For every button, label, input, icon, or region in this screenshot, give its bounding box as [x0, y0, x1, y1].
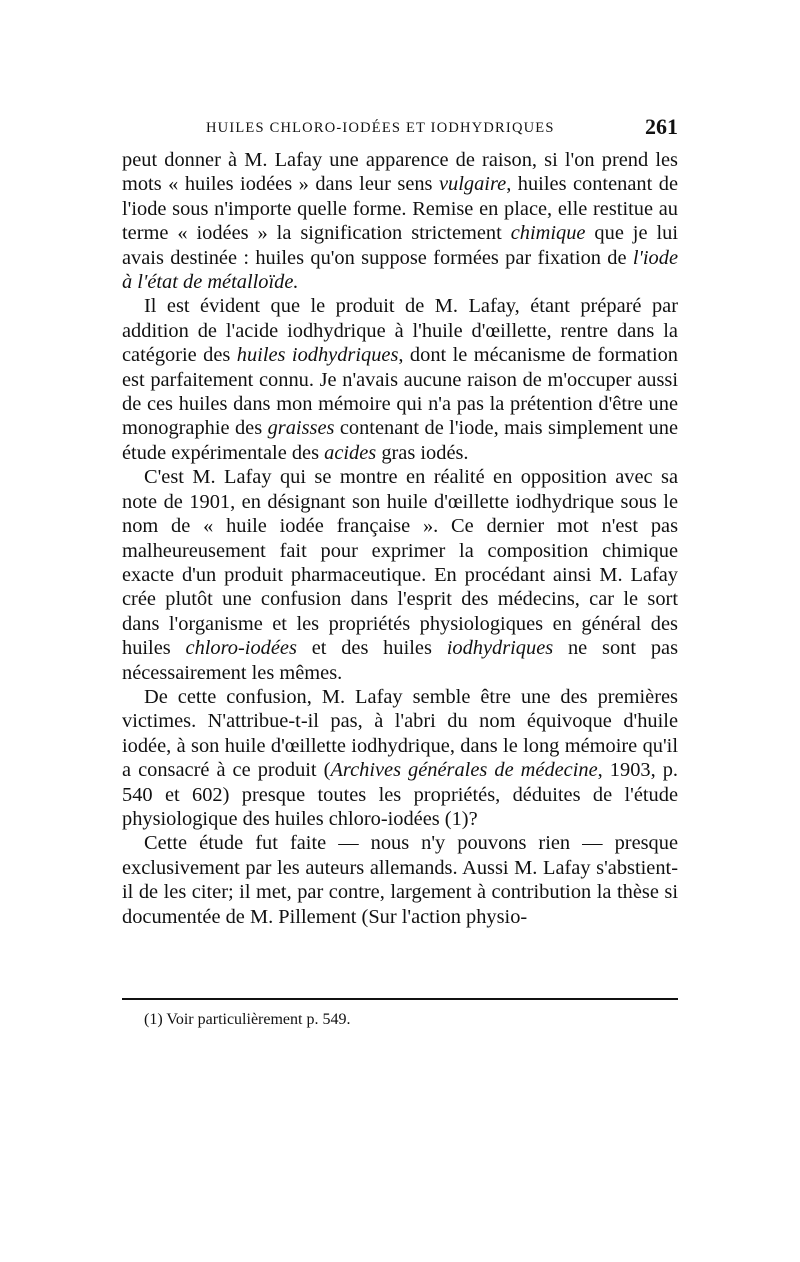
- paragraph-2-italic-1: huiles iodhydriques: [236, 344, 399, 367]
- paragraph-3-text-3: ne sont pas nécessairement les mêmes.: [122, 637, 679, 684]
- paragraph-3-text-1: C'est M. Lafay qui se montre en réalité en opposition avec sa note de 1901, en désignant son huile d'œillette iodhydrique sous le nom de « huile iodée française ». Ce dernier mot n'est pas malheureusement fait pour exprimer la composition chimique exacte d'un produit pharmaceutique. En procédant ainsi M. Lafay crée plutôt une confusion dans l'esprit des médecins, car le sort dans l'organisme et les propriétés physiologiques en général des huiles: [122, 466, 678, 660]
- paragraph-1-text-1: peut donner à M. Lafay une apparence de raison, si l'on prend les mots « huiles iodées » dans leur sens: [122, 149, 678, 196]
- running-title: HUILES CHLORO-IODÉES ET IODHYDRIQUES: [206, 120, 555, 136]
- paragraph-2-text-2: , dont le mécanisme de formation est parfaitement connu. Je n'avais aucune raison de m'occuper aussi de ces huiles dans mon mémoire qui n'a pas la prétention d'être une monographie des: [122, 344, 678, 440]
- paragraph-4-italic-1: Archives générales de médecine: [330, 759, 598, 782]
- paragraph-3: [122, 465, 678, 685]
- paragraph-1-text-2: , huiles contenant de l'iode sous n'importe quelle forme. Remise en place, elle restitue au terme « iodées » la signification strictement: [122, 173, 678, 245]
- paragraph-4-text-2: , 1903, p. 540 et 602) presque toutes les propriétés, déduites de l'étude physiologique des huiles chloro-iodées (1)?: [122, 759, 679, 830]
- paragraph-1-text-3: que je lui avais destinée : huiles qu'on suppose formées par fixation de: [122, 222, 678, 269]
- page-number: 261: [645, 114, 678, 139]
- paragraph-2-text-1: Il est évident que le produit de M. Lafay, étant préparé par addition de l'acide iodhydrique à l'huile d'œillette, rentre dans la catégorie des: [122, 295, 678, 367]
- paragraph-2-text-4: gras iodés.: [376, 441, 469, 464]
- paragraph-4: [122, 685, 678, 831]
- paragraph-4-text-1: De cette confusion, M. Lafay semble être une des premières victimes. N'attribue-t-il pas, à l'abri du nom équivoque d'huile iodée, à son huile d'œillette iodhydrique, dans le long mémoire qu'il a consacré à ce produit (: [122, 685, 678, 782]
- paragraph-2-italic-2: graisses: [267, 417, 335, 440]
- paragraph-3-italic-2: iodhydriques: [446, 637, 554, 660]
- paragraph-5: [122, 831, 678, 929]
- running-header: [122, 114, 678, 144]
- paragraph-3-text-2: et des huiles: [296, 637, 447, 660]
- paragraph-3-italic-1: chloro-iodées: [185, 637, 297, 660]
- footnote-rule: [122, 998, 678, 1000]
- paragraph-2-italic-3: acides: [324, 441, 377, 464]
- paragraph-1-italic-2: chimique: [510, 222, 586, 245]
- paragraph-1-italic-3: l'iode à l'état de métalloïde.: [122, 246, 678, 294]
- paragraph-2: [122, 294, 678, 465]
- paragraph-2-text-3: contenant de l'iode, mais simplement une étude expérimentale des: [122, 417, 678, 464]
- paragraph-5-text-1: Cette étude fut faite — nous n'y pouvons rien — presque exclusivement par les auteurs allemands. Aussi M. Lafay s'abstient-il de les citer; il met, par contre, largement à contribution la thèse si documentée de M. Pillement (Sur l'action physio-: [122, 832, 678, 928]
- body-text: [122, 148, 678, 929]
- footnote: (1) Voir particulièrement p. 549.: [144, 1011, 351, 1028]
- paragraph-1: [122, 148, 678, 294]
- paragraph-1-italic-1: vulgaire: [439, 173, 507, 196]
